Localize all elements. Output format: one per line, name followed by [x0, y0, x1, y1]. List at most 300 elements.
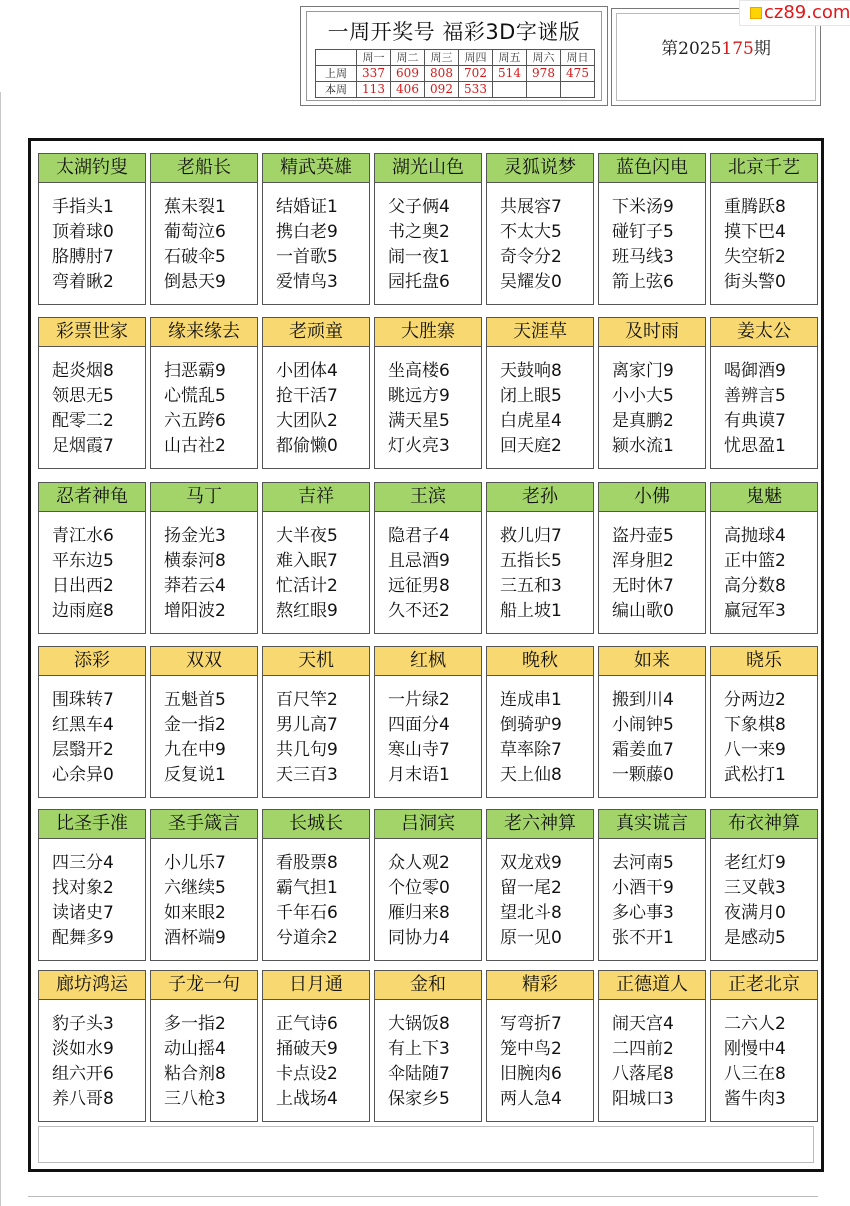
riddle-card-body	[39, 1000, 145, 1112]
riddle-card-title: 红枫	[375, 647, 481, 676]
riddle-card-title: 如来	[599, 647, 705, 676]
riddle-line: 一颗藤0	[612, 765, 674, 785]
weekday-header-row	[316, 50, 595, 66]
draw-number: 092	[425, 82, 459, 98]
riddle-line: 三八枪3	[164, 1089, 226, 1109]
riddle-card-body	[39, 512, 145, 624]
riddle-card-title: 老孙	[487, 483, 593, 512]
draw-number	[527, 82, 561, 98]
riddle-line: 坐高楼6	[388, 361, 450, 381]
riddle-line: 小团体4	[276, 361, 338, 381]
riddle-line: 小酒干9	[612, 878, 674, 898]
riddle-line: 一首歌5	[276, 247, 338, 267]
riddle-card-title: 湖光山色	[375, 154, 481, 183]
riddle-line: 刚慢中4	[724, 1039, 786, 1059]
riddle-card-title: 老顽童	[263, 318, 369, 347]
draw-results-header	[300, 6, 608, 106]
riddle-line: 下象棋8	[724, 715, 786, 735]
riddle-card-title: 太湖钓叟	[39, 154, 145, 183]
riddle-line: 小小大5	[612, 386, 674, 406]
riddle-card-title: 忍者神龟	[39, 483, 145, 512]
riddle-card	[38, 646, 146, 798]
riddle-card	[374, 317, 482, 469]
riddle-line: 箭上弦6	[612, 272, 674, 292]
riddle-line: 伞陆随7	[388, 1064, 450, 1084]
riddle-card	[374, 482, 482, 634]
riddle-line: 天鼓响8	[500, 361, 562, 381]
riddle-line: 一片绿2	[388, 690, 450, 710]
riddle-line: 忙活计2	[276, 576, 338, 596]
riddle-card-title: 廊坊鸿运	[39, 971, 145, 1000]
riddle-line: 是感动5	[724, 928, 786, 948]
riddle-card-title: 正德道人	[599, 971, 705, 1000]
riddle-line: 倒悬天9	[164, 272, 226, 292]
riddle-line: 八一来9	[724, 740, 786, 760]
issue-label	[617, 34, 815, 59]
riddle-line: 都偷懒0	[276, 436, 338, 456]
riddle-card-title: 姜太公	[711, 318, 817, 347]
riddle-card-title: 灵狐说梦	[487, 154, 593, 183]
riddle-card-body	[263, 183, 369, 295]
riddle-line: 闭上眼5	[500, 386, 562, 406]
riddle-line: 山古社2	[164, 436, 226, 456]
riddle-line: 月末语1	[388, 765, 450, 785]
riddle-line: 捅破天9	[276, 1039, 338, 1059]
riddle-line: 是真鹏2	[612, 411, 674, 431]
riddle-card	[38, 482, 146, 634]
riddle-line: 上战场4	[276, 1089, 338, 1109]
riddle-card-body	[263, 839, 369, 951]
riddle-line: 九在中9	[164, 740, 226, 760]
riddle-line: 抢干活7	[276, 386, 338, 406]
riddle-line: 重腾跃8	[724, 197, 786, 217]
riddle-line: 多心事3	[612, 903, 674, 923]
riddle-card	[486, 482, 594, 634]
riddle-card-body	[711, 183, 817, 295]
riddle-card	[38, 970, 146, 1122]
riddle-card	[374, 153, 482, 305]
riddle-card	[150, 317, 258, 469]
riddle-line: 霜姜血7	[612, 740, 674, 760]
riddle-line: 书之奥2	[388, 222, 450, 242]
riddle-line: 养八哥8	[52, 1089, 114, 1109]
riddle-line: 高抛球4	[724, 526, 786, 546]
riddle-line: 淡如水9	[52, 1039, 114, 1059]
issue-number: 175	[721, 39, 754, 59]
weekday-label: 周日	[561, 50, 595, 66]
riddle-line: 倒骑驴9	[500, 715, 562, 735]
riddle-line: 平东边5	[52, 551, 114, 571]
riddle-line: 双龙戏9	[500, 853, 562, 873]
riddle-card-title: 精彩	[487, 971, 593, 1000]
riddle-line: 男儿高7	[276, 715, 338, 735]
riddle-grid-frame	[28, 138, 824, 1172]
riddle-line: 不太大5	[500, 222, 562, 242]
riddle-card	[38, 153, 146, 305]
riddle-line: 蕉未裂1	[164, 197, 226, 217]
riddle-line: 增阳波2	[164, 601, 226, 621]
riddle-line: 无时休7	[612, 576, 674, 596]
riddle-line: 读诸史7	[52, 903, 114, 923]
last-week-row	[316, 66, 595, 82]
riddle-card-body	[487, 183, 593, 295]
riddle-line: 卡点设2	[276, 1064, 338, 1084]
riddle-line: 两人急4	[500, 1089, 562, 1109]
riddle-line: 六五跨6	[164, 411, 226, 431]
riddle-line: 边雨庭8	[52, 601, 114, 621]
riddle-card-title: 缘来缘去	[151, 318, 257, 347]
riddle-line: 去河南5	[612, 853, 674, 873]
riddle-line: 闹天宫4	[612, 1014, 674, 1034]
riddle-line: 雁归来8	[388, 903, 450, 923]
riddle-card-body	[39, 676, 145, 788]
riddle-card-body	[151, 1000, 257, 1112]
riddle-line: 二六人2	[724, 1014, 786, 1034]
riddle-card-body	[711, 1000, 817, 1112]
riddle-line: 灯火亮3	[388, 436, 450, 456]
riddle-line: 心余异0	[52, 765, 114, 785]
page-bottom-border	[28, 1196, 818, 1197]
riddle-line: 喝御酒9	[724, 361, 786, 381]
riddle-line: 赢冠军3	[724, 601, 786, 621]
riddle-card-body	[39, 839, 145, 951]
riddle-card-body	[375, 839, 481, 951]
draw-number: 808	[425, 66, 459, 82]
riddle-line: 盗丹壶5	[612, 526, 674, 546]
riddle-line: 手指头1	[52, 197, 114, 217]
riddle-line: 小儿乐7	[164, 853, 226, 873]
riddle-line: 保家乡5	[388, 1089, 450, 1109]
riddle-line: 阳城口3	[612, 1089, 674, 1109]
logo-text: cz89.com	[764, 2, 850, 23]
riddle-card-title: 老船长	[151, 154, 257, 183]
riddle-card-body	[39, 183, 145, 295]
riddle-card-title: 吉祥	[263, 483, 369, 512]
riddle-line: 二四前2	[612, 1039, 674, 1059]
riddle-line: 千年石6	[276, 903, 338, 923]
riddle-card	[710, 482, 818, 634]
riddle-line: 六继续5	[164, 878, 226, 898]
riddle-line: 离家门9	[612, 361, 674, 381]
riddle-card	[710, 153, 818, 305]
riddle-card-body	[711, 347, 817, 459]
riddle-line: 隐君子4	[388, 526, 450, 546]
riddle-line: 浑身胆2	[612, 551, 674, 571]
riddle-card	[262, 153, 370, 305]
riddle-line: 小闹钟5	[612, 715, 674, 735]
riddle-card-body	[263, 512, 369, 624]
riddle-card-body	[263, 676, 369, 788]
riddle-card	[486, 153, 594, 305]
draw-number: 113	[357, 82, 391, 98]
riddle-card	[598, 646, 706, 798]
site-logo[interactable]	[739, 0, 850, 26]
riddle-line: 层翳开2	[52, 740, 114, 760]
riddle-card-title: 金和	[375, 971, 481, 1000]
riddle-card-title: 北京千艺	[711, 154, 817, 183]
riddle-card-body	[599, 347, 705, 459]
riddle-card-body	[39, 347, 145, 459]
riddle-line: 携白老9	[276, 222, 338, 242]
riddle-line: 配舞多9	[52, 928, 114, 948]
riddle-card-title: 添彩	[39, 647, 145, 676]
draw-number: 533	[459, 82, 493, 98]
draw-results-inner	[306, 11, 602, 101]
riddle-line: 起炎烟8	[52, 361, 114, 381]
riddle-line: 白虎星4	[500, 411, 562, 431]
issue-inner	[616, 13, 816, 101]
riddle-line: 百尺竿2	[276, 690, 338, 710]
riddle-card-body	[375, 512, 481, 624]
riddle-line: 组六开6	[52, 1064, 114, 1084]
riddle-line: 笼中鸟2	[500, 1039, 562, 1059]
riddle-line: 如来眼2	[164, 903, 226, 923]
riddle-card-body	[375, 183, 481, 295]
riddle-line: 高分数8	[724, 576, 786, 596]
riddle-line: 有典谟7	[724, 411, 786, 431]
draw-number	[561, 82, 595, 98]
riddle-line: 园托盘6	[388, 272, 450, 292]
riddle-line: 找对象2	[52, 878, 114, 898]
riddle-line: 配零二2	[52, 411, 114, 431]
riddle-line: 动山摇4	[164, 1039, 226, 1059]
riddle-card	[486, 646, 594, 798]
weekday-label: 周六	[527, 50, 561, 66]
riddle-card-body	[263, 347, 369, 459]
riddle-card	[598, 153, 706, 305]
riddle-card	[262, 809, 370, 961]
riddle-line: 吴耀发0	[500, 272, 562, 292]
riddle-line: 共几句9	[276, 740, 338, 760]
riddle-card	[598, 482, 706, 634]
riddle-card-title: 蓝色闪电	[599, 154, 705, 183]
riddle-card-title: 老六神算	[487, 810, 593, 839]
riddle-card-body	[151, 512, 257, 624]
riddle-card	[150, 153, 258, 305]
weekday-label: 周二	[391, 50, 425, 66]
riddle-card-title: 晓乐	[711, 647, 817, 676]
riddle-card	[598, 809, 706, 961]
page-left-border	[0, 92, 1, 1206]
riddle-line: 三叉戟3	[724, 878, 786, 898]
riddle-line: 寒山寺7	[388, 740, 450, 760]
riddle-card-title: 子龙一句	[151, 971, 257, 1000]
riddle-line: 善辨言5	[724, 386, 786, 406]
riddle-line: 八落尾8	[612, 1064, 674, 1084]
riddle-line: 大锅饭8	[388, 1014, 450, 1034]
riddle-card-title: 天涯草	[487, 318, 593, 347]
riddle-card-body	[375, 676, 481, 788]
riddle-card-title: 鬼魅	[711, 483, 817, 512]
riddle-card-body	[151, 676, 257, 788]
riddle-line: 同协力4	[388, 928, 450, 948]
riddle-card-title: 小佛	[599, 483, 705, 512]
riddle-card	[486, 809, 594, 961]
riddle-line: 五魁首5	[164, 690, 226, 710]
corner-cell	[316, 50, 357, 66]
riddle-line: 金一指2	[164, 715, 226, 735]
riddle-card-body	[487, 676, 593, 788]
riddle-card-title: 布衣神算	[711, 810, 817, 839]
riddle-line: 船上坡1	[500, 601, 562, 621]
riddle-line: 酱牛肉3	[724, 1089, 786, 1109]
footer-blank-box	[38, 1126, 814, 1163]
riddle-card	[374, 809, 482, 961]
this-week-label: 本周	[316, 82, 357, 98]
riddle-card-title: 天机	[263, 647, 369, 676]
riddle-line: 久不还2	[388, 601, 450, 621]
riddle-line: 草率除7	[500, 740, 562, 760]
draw-number: 702	[459, 66, 493, 82]
riddle-line: 眺远方9	[388, 386, 450, 406]
riddle-card-title: 大胜寨	[375, 318, 481, 347]
riddle-line: 共展容7	[500, 197, 562, 217]
riddle-card-title: 马丁	[151, 483, 257, 512]
riddle-line: 莽若云4	[164, 576, 226, 596]
riddle-line: 下米汤9	[612, 197, 674, 217]
riddle-line: 四面分4	[388, 715, 450, 735]
riddle-card	[598, 970, 706, 1122]
riddle-card-body	[487, 839, 593, 951]
draw-number: 475	[561, 66, 595, 82]
riddle-line: 粘合剂8	[164, 1064, 226, 1084]
riddle-card-body	[487, 512, 593, 624]
riddle-line: 分两边2	[724, 690, 786, 710]
riddle-line: 闹一夜1	[388, 247, 450, 267]
riddle-line: 横泰河8	[164, 551, 226, 571]
riddle-line: 奇令分2	[500, 247, 562, 267]
riddle-line: 心慌乱5	[164, 386, 226, 406]
riddle-card-title: 王滨	[375, 483, 481, 512]
riddle-line: 天三百3	[276, 765, 338, 785]
weekly-results-table	[315, 49, 595, 98]
riddle-line: 有上下3	[388, 1039, 450, 1059]
logo-square-icon	[750, 7, 762, 19]
draw-number	[493, 82, 527, 98]
riddle-line: 编山歌0	[612, 601, 674, 621]
riddle-line: 结婚证1	[276, 197, 338, 217]
riddle-line: 摸下巴4	[724, 222, 786, 242]
riddle-card-title: 长城长	[263, 810, 369, 839]
riddle-line: 霸气担1	[276, 878, 338, 898]
riddle-card	[374, 970, 482, 1122]
last-week-label: 上周	[316, 66, 357, 82]
riddle-card	[262, 970, 370, 1122]
riddle-line: 兮道余2	[276, 928, 338, 948]
riddle-line: 四三分4	[52, 853, 114, 873]
riddle-card-body	[599, 839, 705, 951]
riddle-line: 豹子头3	[52, 1014, 114, 1034]
riddle-card	[710, 809, 818, 961]
riddle-line: 远征男8	[388, 576, 450, 596]
riddle-card-body	[487, 1000, 593, 1112]
riddle-line: 八三在8	[724, 1064, 786, 1084]
riddle-line: 碰钉子5	[612, 222, 674, 242]
riddle-line: 张不开1	[612, 928, 674, 948]
page-title: 一周开奖号 福彩3D字谜版	[327, 20, 581, 44]
riddle-card	[486, 317, 594, 469]
riddle-line: 老红灯9	[724, 853, 786, 873]
weekday-label: 周三	[425, 50, 459, 66]
riddle-line: 酒杯端9	[164, 928, 226, 948]
riddle-card	[710, 646, 818, 798]
riddle-card-body	[151, 347, 257, 459]
riddle-card-body	[711, 512, 817, 624]
this-week-row	[316, 82, 595, 98]
riddle-card-title: 圣手箴言	[151, 810, 257, 839]
riddle-card-body	[487, 347, 593, 459]
riddle-card	[262, 646, 370, 798]
riddle-line: 大团队2	[276, 411, 338, 431]
riddle-card	[598, 317, 706, 469]
riddle-card-title: 吕洞宾	[375, 810, 481, 839]
riddle-line: 个位零0	[388, 878, 450, 898]
riddle-line: 忧思盈1	[724, 436, 786, 456]
riddle-card	[150, 482, 258, 634]
issue-suffix: 期	[753, 39, 771, 59]
riddle-card-title: 真实谎言	[599, 810, 705, 839]
riddle-card-body	[711, 676, 817, 788]
riddle-line: 望北斗8	[500, 903, 562, 923]
riddle-line: 葡萄泣6	[164, 222, 226, 242]
riddle-line: 五指长5	[500, 551, 562, 571]
riddle-line: 街头警0	[724, 272, 786, 292]
riddle-line: 搬到川4	[612, 690, 674, 710]
riddle-line: 日出西2	[52, 576, 114, 596]
riddle-line: 旧腕肉6	[500, 1064, 562, 1084]
riddle-line: 连成串1	[500, 690, 562, 710]
riddle-line: 熬红眼9	[276, 601, 338, 621]
riddle-card-body	[375, 1000, 481, 1112]
riddle-line: 弯着瞅2	[52, 272, 114, 292]
riddle-line: 顶着球0	[52, 222, 114, 242]
riddle-line: 且忌酒9	[388, 551, 450, 571]
draw-number: 609	[391, 66, 425, 82]
riddle-card-title: 正老北京	[711, 971, 817, 1000]
riddle-line: 众人观2	[388, 853, 450, 873]
riddle-line: 领思无5	[52, 386, 114, 406]
riddle-line: 天上仙8	[500, 765, 562, 785]
riddle-card-body	[151, 183, 257, 295]
riddle-line: 多一指2	[164, 1014, 226, 1034]
riddle-card	[710, 970, 818, 1122]
riddle-line: 原一见0	[500, 928, 562, 948]
draw-number: 337	[357, 66, 391, 82]
weekday-label: 周四	[459, 50, 493, 66]
riddle-card-body	[711, 839, 817, 951]
riddle-card	[262, 482, 370, 634]
riddle-card	[38, 809, 146, 961]
riddle-card-body	[599, 1000, 705, 1112]
riddle-card	[374, 646, 482, 798]
riddle-line: 救儿归7	[500, 526, 562, 546]
riddle-line: 大半夜5	[276, 526, 338, 546]
riddle-line: 正气诗6	[276, 1014, 338, 1034]
riddle-card	[262, 317, 370, 469]
riddle-card	[150, 646, 258, 798]
riddle-card-title: 日月通	[263, 971, 369, 1000]
riddle-line: 父子俩4	[388, 197, 450, 217]
issue-prefix: 第2025	[661, 39, 722, 59]
riddle-card-title: 双双	[151, 647, 257, 676]
riddle-card-title: 及时雨	[599, 318, 705, 347]
draw-number: 406	[391, 82, 425, 98]
riddle-line: 难入眠7	[276, 551, 338, 571]
riddle-line: 扬金光3	[164, 526, 226, 546]
riddle-line: 爱情鸟3	[276, 272, 338, 292]
riddle-line: 三五和3	[500, 576, 562, 596]
riddle-card	[38, 317, 146, 469]
